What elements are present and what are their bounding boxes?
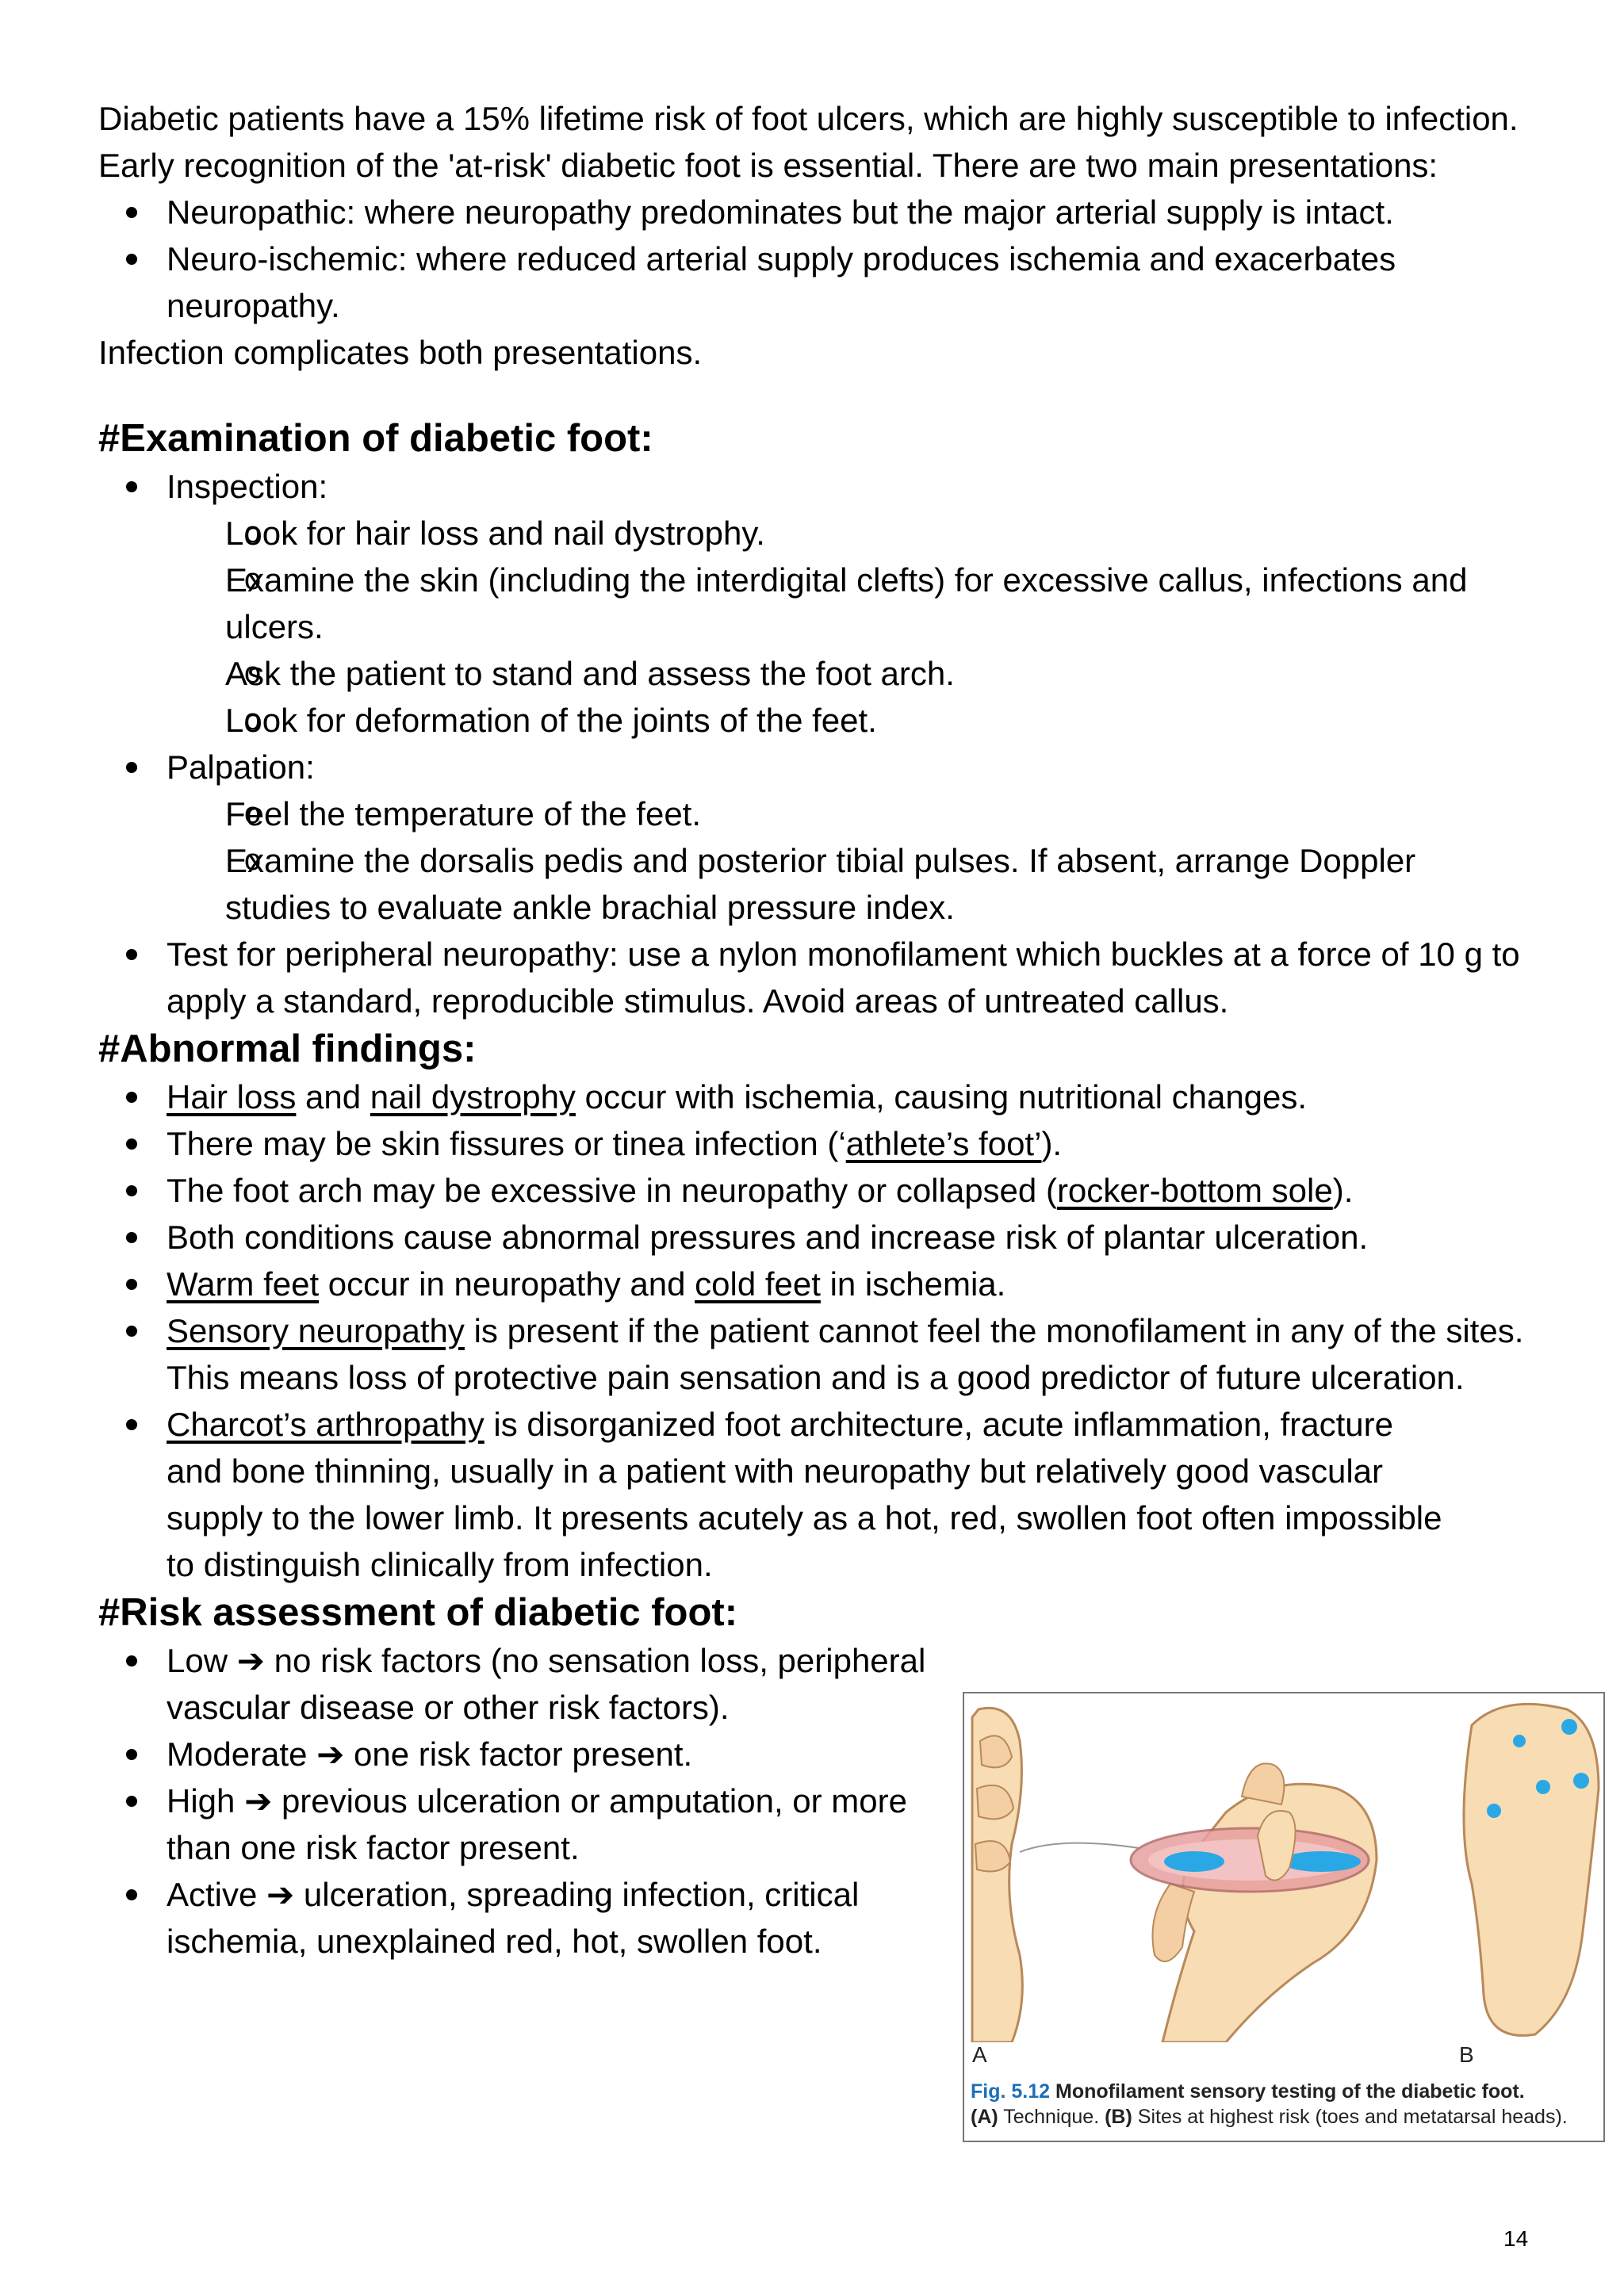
caption-text-b: Sites at highest risk (toes and metatarsal heads). [1137, 2106, 1568, 2128]
palpation-sublist [167, 790, 1526, 931]
list-item [98, 1401, 1526, 1588]
device-tip [1164, 1851, 1224, 1872]
list-item [98, 1637, 963, 1731]
text-run: The foot arch may be excessive in neuropathy or collapsed ( [167, 1172, 1057, 1209]
highest-risk-site-dot [1536, 1780, 1550, 1794]
list-item: Test for peripheral neuropathy: use a nylon monofilament which buckles at a force of 10 g to apply a standard, reproducible stimulus. Avoid areas of untreated callus. [98, 931, 1526, 1024]
list-item [98, 1120, 1526, 1167]
panel-label-a: A [972, 2042, 987, 2067]
inspection-label: Inspection: [167, 468, 328, 505]
caption-part-b: (B) [1105, 2106, 1132, 2128]
highest-risk-site-dot [1513, 1735, 1526, 1747]
list-item [98, 1073, 1526, 1120]
underlined-term: Sensory neuropathy [167, 1312, 465, 1349]
list-item [98, 463, 1526, 744]
plantar-foot [1464, 1704, 1599, 2035]
arrow-icon: ➔ [236, 1642, 265, 1679]
risk-level: Moderate [167, 1735, 308, 1773]
sub-list-item: o Ask the patient to stand and assess the foot arch. [167, 650, 1526, 697]
panel-label-b: B [1459, 2042, 1474, 2067]
underlined-term: nail dystrophy [370, 1078, 576, 1115]
monofilament-figure [963, 1692, 1605, 2142]
list-item [98, 1167, 1526, 1214]
underlined-term: rocker-bottom sole [1056, 1172, 1333, 1209]
sub-list-item: o Feel the temperature of the feet. [167, 790, 1526, 837]
risk-description: no risk factors (no sensation loss, peripheral vascular disease or other risk factors). [167, 1642, 926, 1726]
monofilament-illustration [964, 1693, 1603, 2042]
abnormal-findings-list [98, 1073, 1526, 1588]
list-item [98, 1777, 963, 1871]
text-run: and [296, 1078, 370, 1115]
hand-illustration [1153, 1763, 1377, 2042]
presentation-list [98, 189, 1526, 329]
figure-caption [971, 2079, 1597, 2130]
intro-closing: Infection complicates both presentations. [98, 334, 703, 371]
palpation-label: Palpation: [167, 748, 315, 786]
figure-title: Monofilament sensory testing of the diabetic foot. [1055, 2080, 1525, 2103]
abnormal-findings-heading: #Abnormal findings: [98, 1027, 477, 1070]
highest-risk-site-dot [1487, 1804, 1501, 1818]
underlined-term: Hair loss [167, 1078, 297, 1115]
text-run: in ischemia. [820, 1265, 1006, 1303]
risk-level: Active [167, 1876, 258, 1913]
text-run: occur in neuropathy and [319, 1265, 695, 1303]
figure-number: Fig. 5.12 [971, 2080, 1051, 2103]
filament-wire [1020, 1843, 1139, 1852]
sub-list-item: o Examine the skin (including the interdigital clefts) for excessive callus, infections and ulcers. [167, 557, 1526, 650]
arrow-icon: ➔ [266, 1876, 295, 1913]
intro-paragraph: Diabetic patients have a 15% lifetime risk of foot ulcers, which are highly susceptible to infection. Early recognition of the 'at-risk' diabetic foot is essential. There are two main presentations: [98, 100, 1519, 184]
risk-assessment-heading: #Risk assessment of diabetic foot: [98, 1591, 738, 1634]
page-number: 14 [1503, 2226, 1529, 2251]
text-run: occur with ischemia, causing nutritional changes. [575, 1078, 1308, 1115]
list-item [98, 1307, 1526, 1401]
text-run: There may be skin fissures or tinea infection (‘ [167, 1125, 846, 1162]
underlined-term: Charcot’s arthropathy [167, 1406, 485, 1443]
list-item [98, 1731, 963, 1777]
foot-illustration-a [972, 1708, 1022, 2042]
sub-list-item: o Look for deformation of the joints of the feet. [167, 697, 1526, 744]
risk-level: High [167, 1782, 236, 1820]
inspection-sublist [167, 510, 1526, 744]
sub-list-item: o Examine the dorsalis pedis and posterior tibial pulses. If absent, arrange Doppler studies to evaluate ankle brachial pressure index. [167, 837, 1526, 931]
arrow-icon: ➔ [316, 1735, 345, 1773]
examination-list [98, 463, 1526, 1024]
risk-level: Low [167, 1642, 228, 1679]
risk-description: ulceration, spreading infection, critical ischemia, unexplained red, hot, swollen foot. [167, 1876, 860, 1960]
risk-description: previous ulceration or amputation, or more than one risk factor present. [167, 1782, 907, 1866]
list-item [98, 1214, 1526, 1261]
list-item [98, 744, 1526, 931]
text-run: ). [1332, 1172, 1354, 1209]
finger-shape [1242, 1763, 1284, 1804]
highest-risk-site-dot [1573, 1773, 1589, 1789]
sub-list-item: o Look for hair loss and nail dystrophy. [167, 510, 1526, 557]
list-item: Neuro-ischemic: where reduced arterial supply produces ischemia and exacerbates neuropathy. [98, 235, 1526, 329]
list-item [98, 1871, 963, 1965]
text-run: is disorganized foot architecture, acute inflammation, fracture and bone thinning, usually in a patient with neuropathy but relatively good vascular supply to the lower limb. It presents acutely as a hot, red, swollen foot often impossible to distinguish clinically from infection. [167, 1406, 1442, 1583]
text-run: ). [1041, 1125, 1063, 1162]
document-body [98, 95, 1526, 1965]
underlined-term: cold feet [695, 1265, 821, 1303]
highest-risk-site-dot [1561, 1719, 1577, 1735]
text-run: Both conditions cause abnormal pressures and increase risk of plantar ulceration. [167, 1219, 1369, 1256]
underlined-term: athlete’s foot’ [845, 1125, 1042, 1162]
foot-illustration-b [1464, 1704, 1599, 2035]
caption-text-a: Technique. [1003, 2106, 1100, 2128]
risk-assessment-list [98, 1637, 963, 1965]
underlined-term: Warm feet [167, 1265, 320, 1303]
examination-heading: #Examination of diabetic foot: [98, 417, 653, 460]
list-item: Neuropathic: where neuropathy predominates but the major arterial supply is intact. [98, 189, 1526, 235]
text-run: is present if the patient cannot feel the monofilament in any of the sites. This means loss of protective pain sensation and is a good predictor of future ulceration. [167, 1312, 1524, 1396]
list-item [98, 1261, 1526, 1307]
caption-part-a: (A) [971, 2106, 998, 2128]
arrow-icon: ➔ [244, 1782, 273, 1820]
risk-description: one risk factor present. [353, 1735, 693, 1773]
